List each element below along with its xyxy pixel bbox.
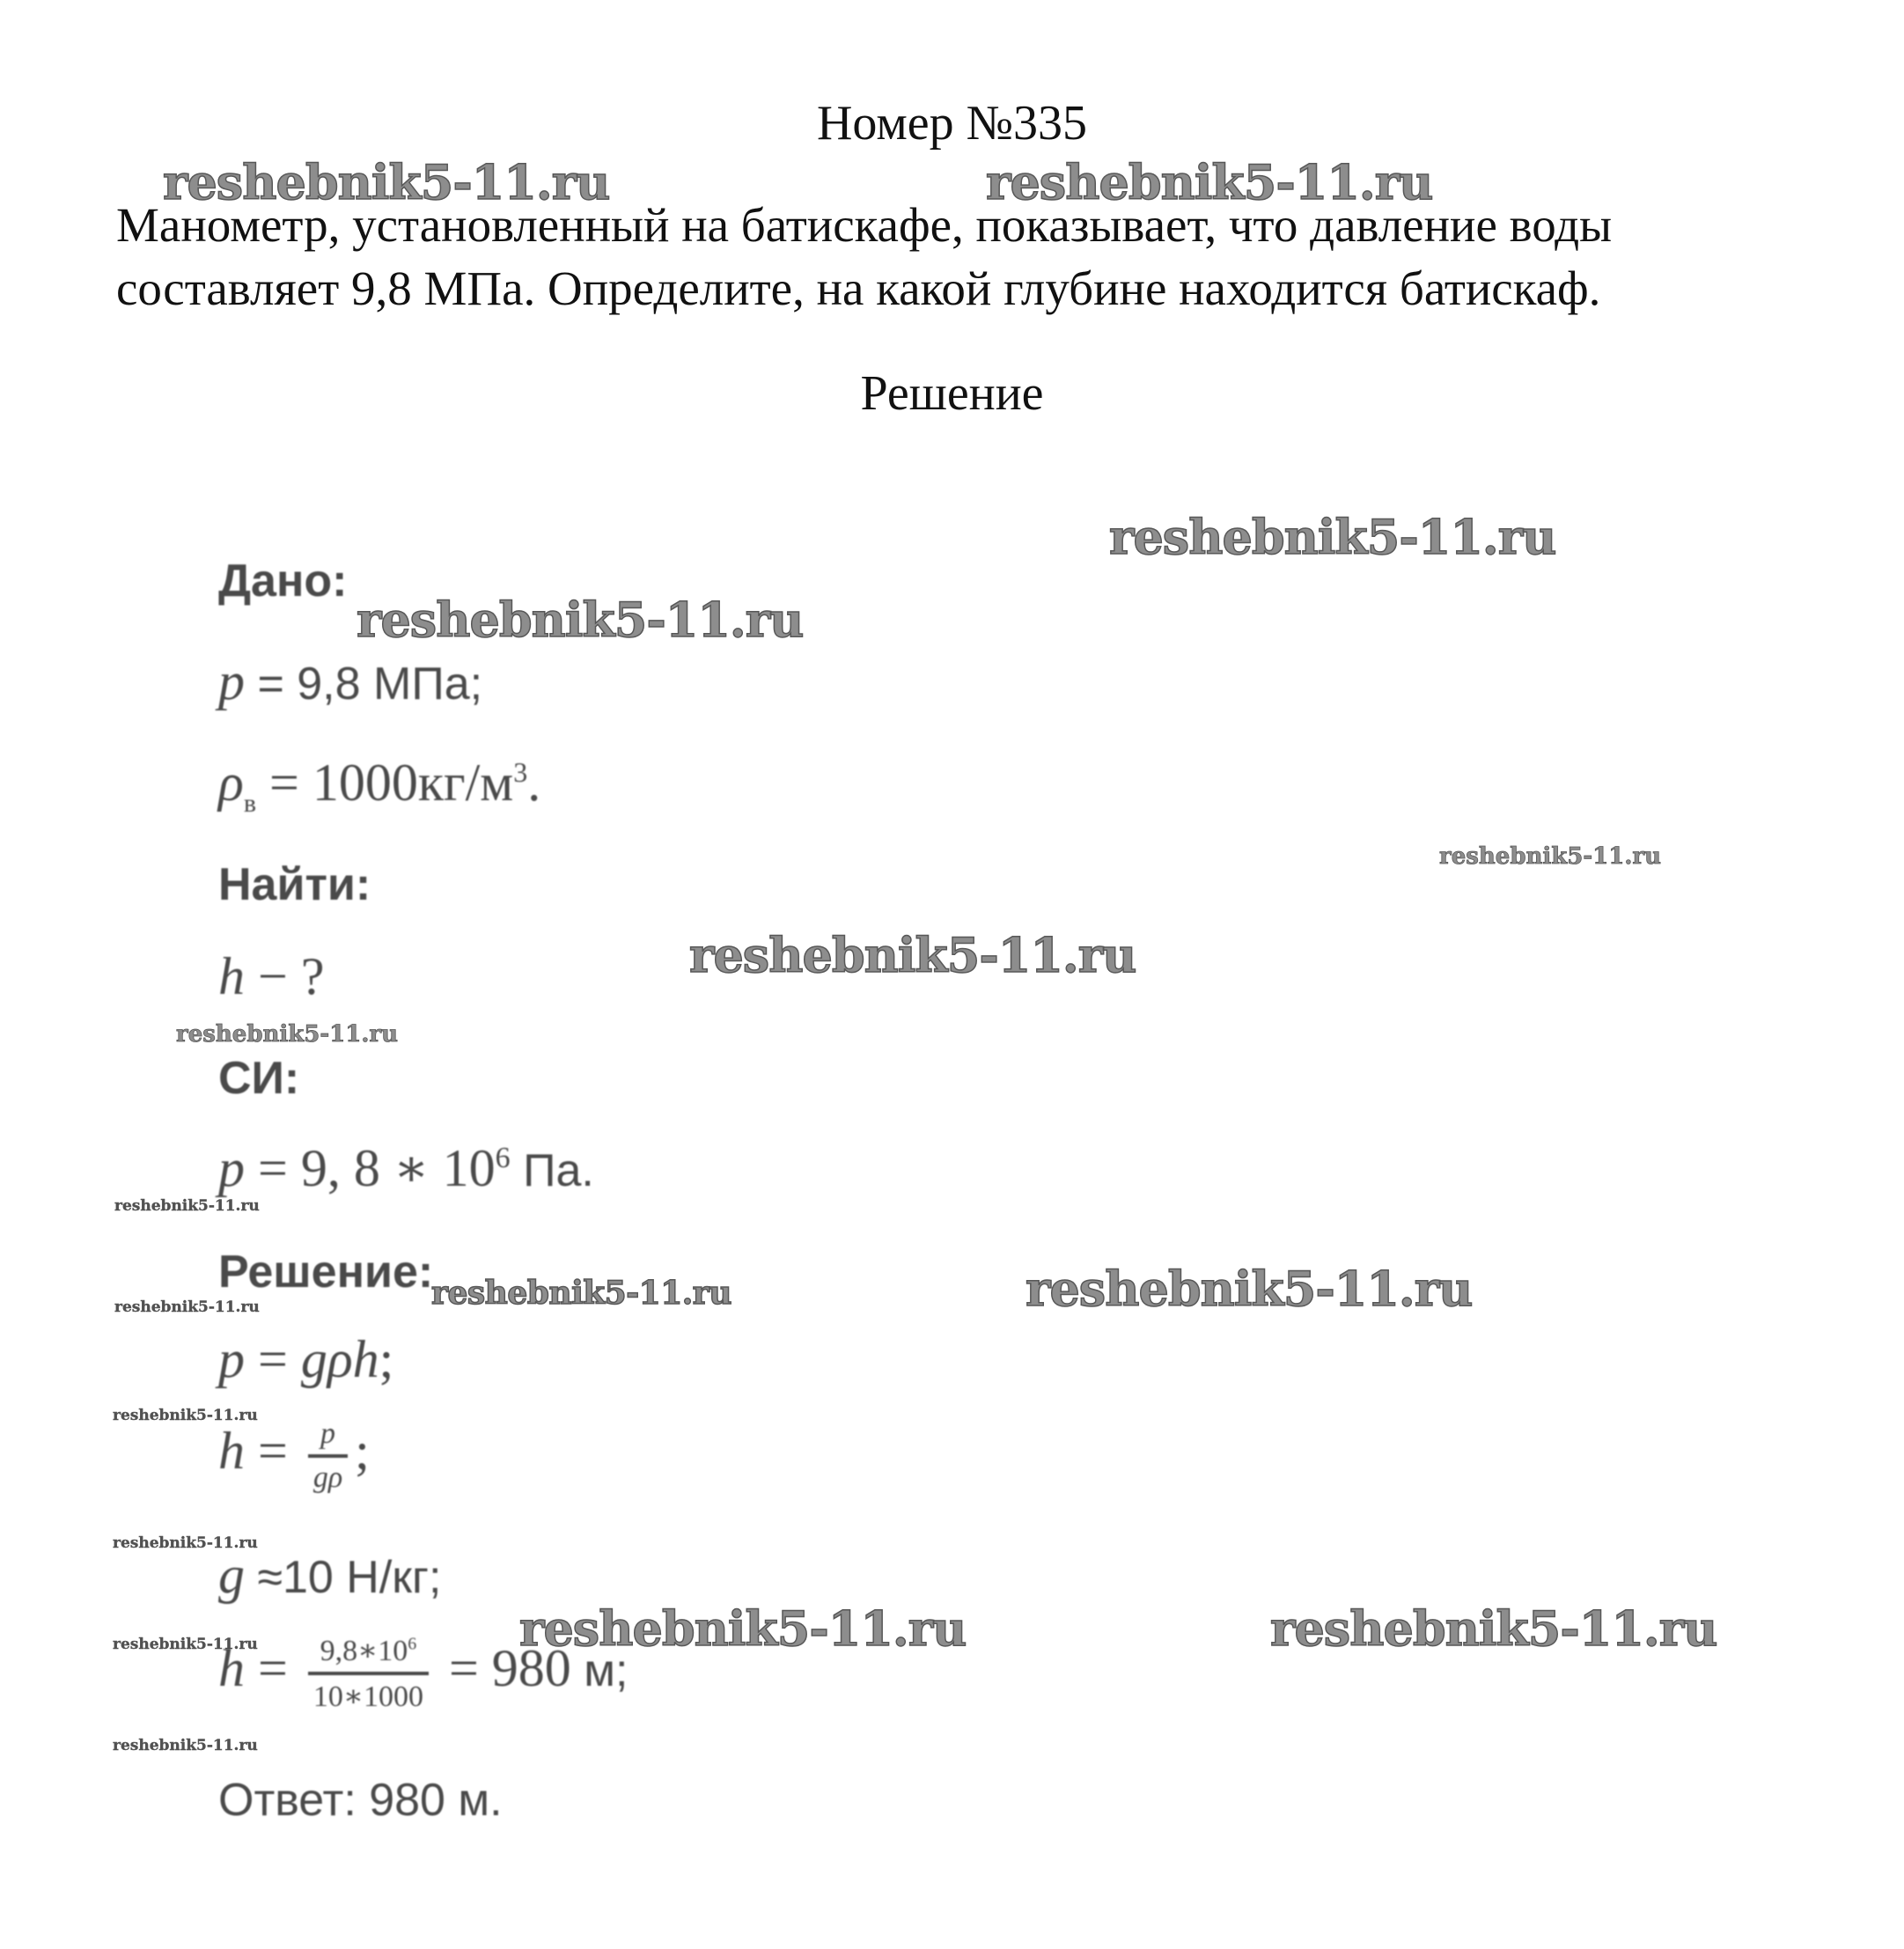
density-subscript: в (243, 789, 256, 818)
formula3-fraction (308, 1633, 429, 1714)
given-pressure (218, 651, 482, 712)
formula3-denominator: 10∗1000 (312, 1681, 423, 1713)
formula-pressure (218, 1329, 393, 1390)
watermark: reshebnik5-11.ru (1439, 843, 1662, 870)
formula3-num-exponent: 6 (408, 1634, 417, 1654)
formula2-eq: = (245, 1421, 301, 1480)
watermark: reshebnik5-11.ru (431, 1275, 731, 1312)
si-unit: Па. (510, 1145, 594, 1196)
answer-line: Ответ: 980 м. (218, 1775, 503, 1826)
formula3-num-base: 9,8∗10 (320, 1635, 408, 1667)
watermark: reshebnik5-11.ru (519, 1600, 967, 1657)
formula3-unit: м; (570, 1644, 629, 1696)
density-value: = 1000кг/м (255, 754, 514, 812)
watermark: reshebnik5-11.ru (113, 1534, 258, 1552)
find-unknown (218, 946, 324, 1007)
formula3-h: h (218, 1638, 245, 1697)
formula3-result: = 980 (435, 1638, 571, 1697)
solution-label: Решение: (218, 1247, 434, 1298)
si-label: СИ: (218, 1053, 300, 1104)
watermark: reshebnik5-11.ru (986, 154, 1433, 210)
find-rest: − ? (245, 947, 325, 1005)
problem-statement (116, 194, 1806, 320)
formula2-h: h (218, 1421, 245, 1480)
watermark: reshebnik5-11.ru (113, 1407, 258, 1424)
formula-depth (218, 1417, 370, 1495)
formula1-rhs: gρh (300, 1330, 379, 1388)
density-exponent: 3 (513, 756, 528, 788)
gravity-symbol: g (218, 1546, 245, 1604)
pressure-value: = 9,8 МПа; (245, 658, 483, 710)
formula2-numerator: p (308, 1417, 348, 1458)
formula3-numerator (308, 1633, 429, 1675)
si-exponent: 6 (495, 1142, 511, 1174)
find-label: Найти: (218, 859, 371, 910)
watermark: reshebnik5-11.ru (357, 592, 804, 648)
formula1-eq: = (245, 1330, 301, 1388)
si-pressure-value: = 9, 8 ∗ 10 (245, 1139, 496, 1197)
density-end: . (527, 754, 541, 812)
watermark: reshebnik5-11.ru (113, 1636, 258, 1653)
watermark: reshebnik5-11.ru (1270, 1600, 1717, 1657)
gravity-rhs: ≈10 Н/кг; (245, 1552, 442, 1603)
formula1-p: p (218, 1330, 245, 1388)
pressure-symbol: p (218, 652, 245, 710)
watermark: reshebnik5-11.ru (176, 1021, 399, 1048)
watermark: reshebnik5-11.ru (113, 1737, 258, 1754)
formula2-denominator: gρ (312, 1461, 343, 1494)
formula2-fraction (308, 1417, 348, 1495)
watermark: reshebnik5-11.ru (1109, 509, 1556, 565)
problem-line-1: Манометр, установленный на батискафе, показывает, что давление воды (116, 198, 1613, 252)
given-density (218, 753, 540, 819)
watermark: reshebnik5-11.ru (163, 154, 610, 210)
watermark: reshebnik5-11.ru (1026, 1261, 1473, 1317)
si-pressure-symbol: p (218, 1139, 245, 1197)
density-symbol: ρ (218, 754, 244, 812)
problem-number-title: Номер №335 (816, 96, 1088, 151)
given-label: Дано: (218, 555, 348, 607)
watermark: reshebnik5-11.ru (114, 1298, 260, 1316)
watermark: reshebnik5-11.ru (689, 927, 1136, 983)
depth-symbol: h (218, 947, 245, 1005)
solution-heading: Решение (860, 366, 1044, 421)
si-pressure (218, 1137, 594, 1199)
gravity-value (218, 1545, 441, 1606)
formula2-end: ; (355, 1421, 370, 1480)
watermark: reshebnik5-11.ru (114, 1197, 260, 1215)
problem-line-2: составляет 9,8 МПа. Определите, на какой глубине находится батискаф. (116, 261, 1601, 315)
formula1-end: ; (379, 1330, 394, 1388)
formula3-eq: = (245, 1638, 301, 1697)
